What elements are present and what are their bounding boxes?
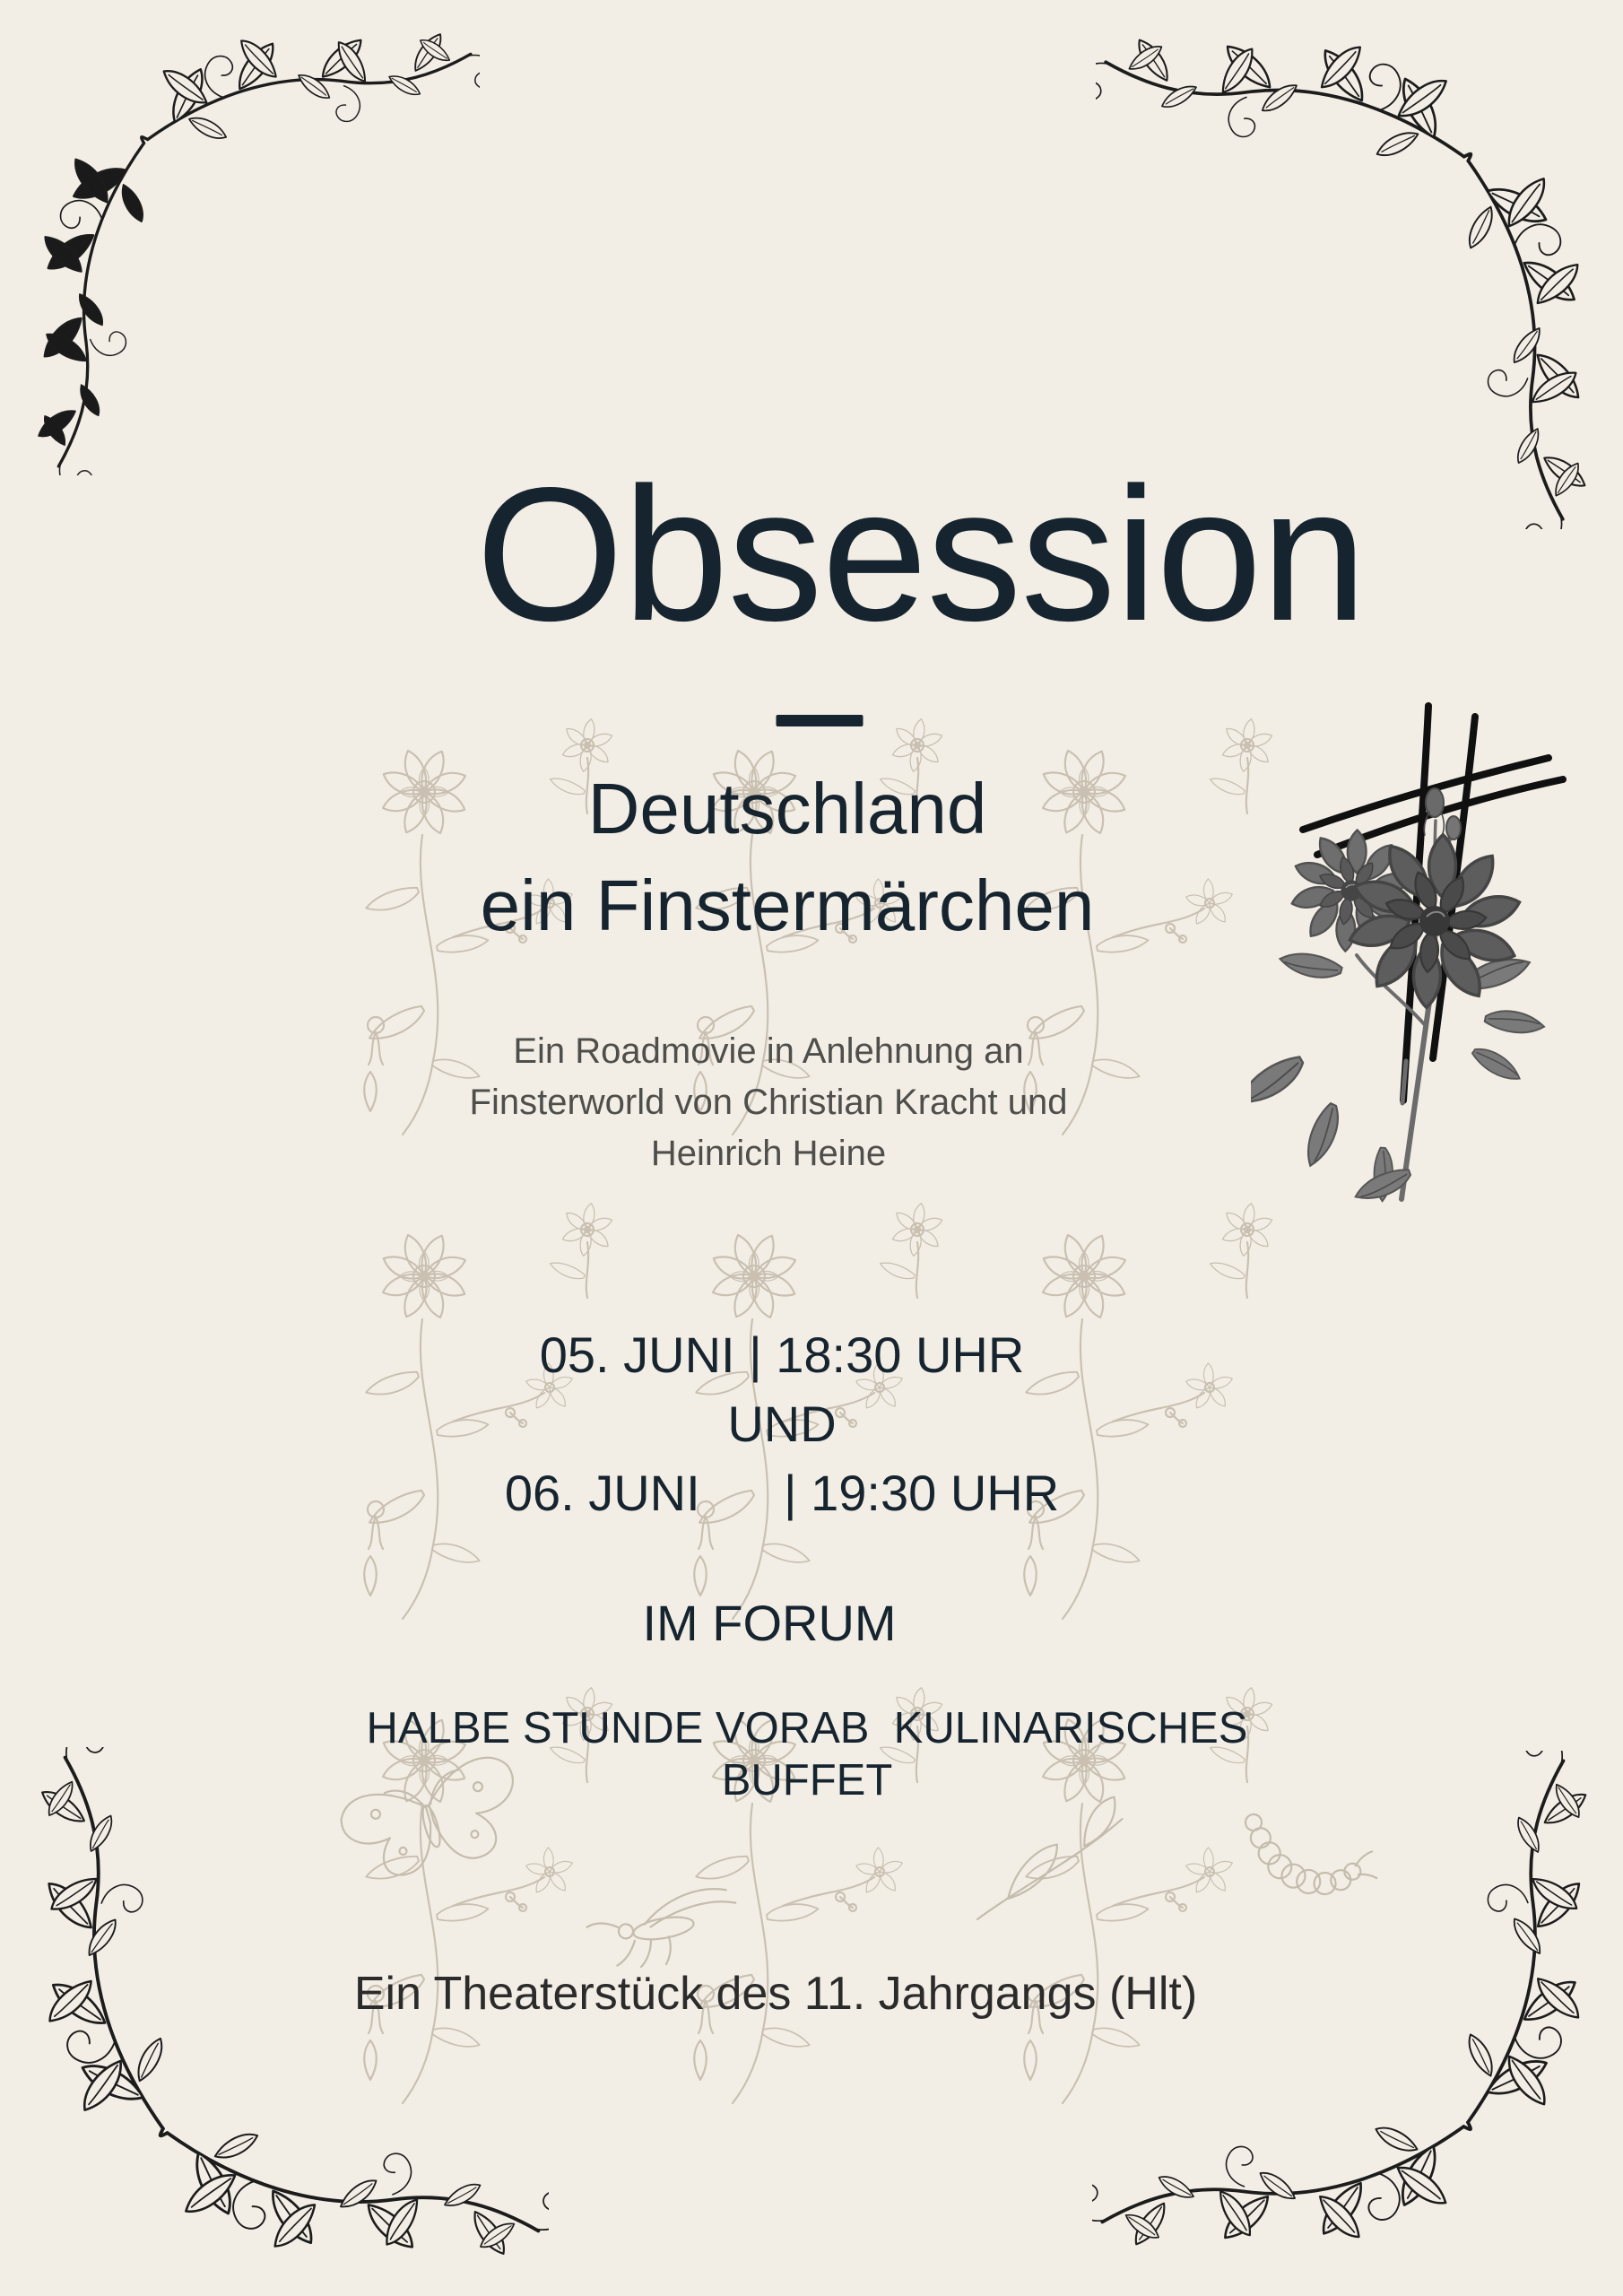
- schedule-line: UND: [727, 1396, 837, 1452]
- schedule-line: 05. JUNI | 18:30 UHR: [539, 1326, 1025, 1383]
- divider-dash: [777, 715, 864, 726]
- subtitle-line: ein Finstermärchen: [480, 865, 1095, 945]
- buffet-block: [0, 1702, 1619, 1806]
- corner-ornament-top-left: [27, 22, 480, 475]
- poster-title: Obsession: [475, 448, 1367, 660]
- winged-bug-sketch: [584, 1884, 743, 1977]
- tagline-line: Ein Roadmovie in Anlehnung an: [513, 1031, 1024, 1071]
- subtitle-line: Deutschland: [587, 769, 987, 848]
- credit-line: Ein Theaterstück des 11. Jahrgangs (Hlt): [353, 1968, 1198, 2020]
- poster-tagline: [0, 1026, 1580, 1179]
- tagline-line: Heinrich Heine: [650, 1134, 887, 1173]
- venue-line: IM FORUM: [642, 1595, 897, 1651]
- buffet-line: BUFFET: [721, 1756, 893, 1805]
- buffet-line: HALBE STUNDE VORAB KULINARISCHES: [366, 1704, 1248, 1752]
- schedule-line: 06. JUNI | 19:30 UHR: [504, 1465, 1060, 1521]
- tagline-line: Finsterworld von Christian Kracht und: [469, 1083, 1068, 1122]
- poster-subtitle: [0, 761, 1599, 954]
- schedule-block: [0, 1320, 1593, 1527]
